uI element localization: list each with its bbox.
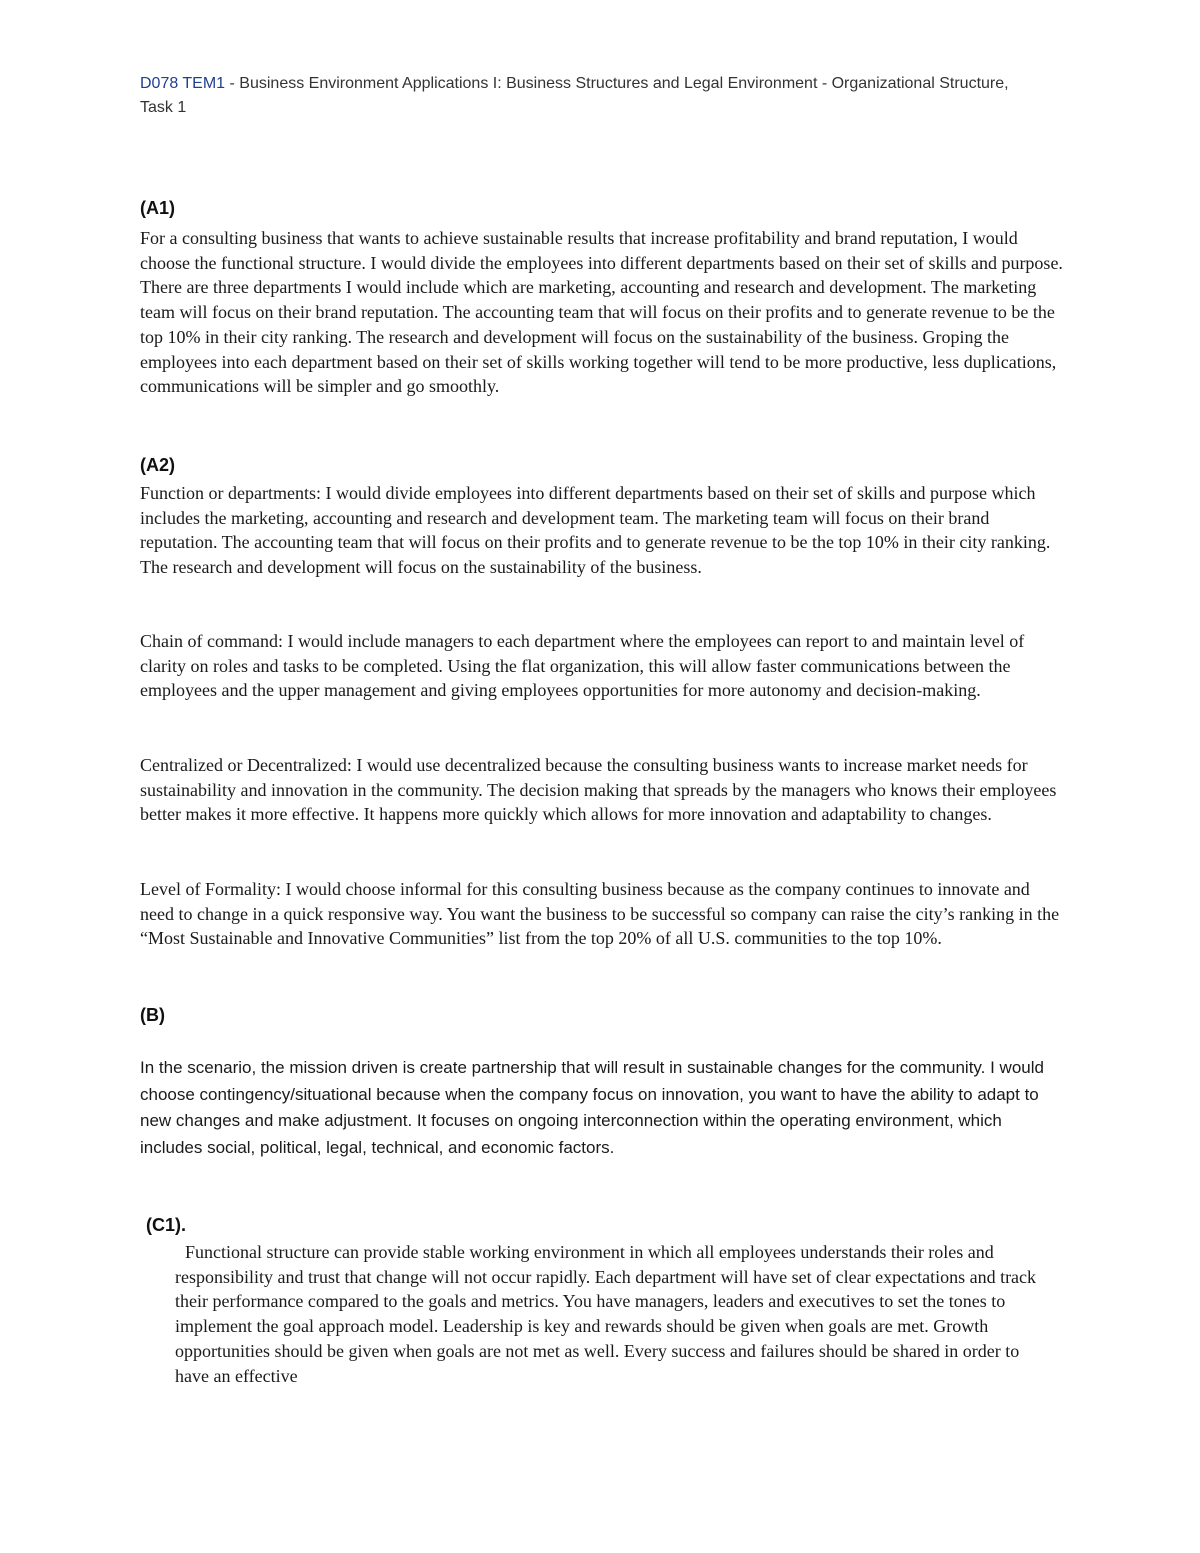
course-code: D078 TEM1 — [140, 75, 226, 92]
heading-a2: (A2) — [140, 455, 175, 475]
header-title: - Business Environment Applications I: Business Structures and Legal Environment - Organizational Structure, Task 1 — [140, 75, 1009, 116]
paragraph-c1: Functional structure can provide stable working environment in which all employees understands their roles and responsibility and trust that change will not occur rapidly. Each department will have set of clear expectations and track their performance compared to the goals and metrics. You have managers, leaders and executives to set the tones to implement the goal approach model. Leadership is key and rewards should be given when goals are met. Growth opportunities should be given when goals are not met as well. Every success and failures should be shared in order to have an effective — [175, 1242, 1037, 1386]
heading-c1: (C1). — [146, 1215, 186, 1235]
heading-a1: (A1) — [140, 198, 175, 218]
paragraph-formality: Level of Formality: I would choose informal for this consulting business because as the company continues to innovate and need to change in a quick responsive way. You want the business to be successful so company can raise the city’s ranking in the “Most Sustainable and Innovative Communities” list from the top 20% of all U.S. communities to the top 10%. — [140, 879, 1060, 949]
document-header — [140, 72, 1040, 120]
paragraph-chain-of-command: Chain of command: I would include managers to each department where the employees can report to and maintain level of clarity on roles and tasks to be completed. Using the flat organization, this will allow faster communications between the employees and the upper management and giving employees opportunities for more autonomy and decision-making. — [140, 631, 1025, 701]
heading-b: (B) — [140, 1005, 165, 1025]
paragraph-centralization: Centralized or Decentralized: I would use decentralized because the consulting business wants to increase market needs for sustainability and innovation in the community. The decision making that spreads by the managers who knows their employees better makes it more effective. It happens more quickly which allows for more innovation and adaptability to changes. — [140, 755, 1057, 825]
paragraph-a1: For a consulting business that wants to achieve sustainable results that increase profitability and brand reputation, I would choose the functional structure. I would divide the employees into different departments based on their set of skills and purpose. There are three departments I would include which are marketing, accounting and research and development. The marketing team will focus on their brand reputation. The accounting team that will focus on their profits and to generate revenue to be the top 10% in their city ranking. The research and development will focus on the sustainability of the business. Groping the employees into each department based on their set of skills working together will tend to be more productive, less duplications, communications will be simpler and go smoothly. — [140, 228, 1063, 397]
paragraph-b: In the scenario, the mission driven is create partnership that will result in sustainable changes for the community. I would choose contingency/situational because when the company focus on innovation, you want to have the ability to adapt to new changes and make adjustment. It focuses on ongoing interconnection within the operating environment, which includes social, political, legal, technical, and economic factors. — [140, 1058, 1044, 1157]
paragraph-function-departments: Function or departments: I would divide employees into different departments based on their set of skills and purpose which includes the marketing, accounting and research and development team. The marketing team will focus on their brand reputation. The accounting team that will focus on their profits and to generate revenue to be the top 10% in their city ranking. The research and development will focus on the sustainability of the business. — [140, 483, 1051, 578]
